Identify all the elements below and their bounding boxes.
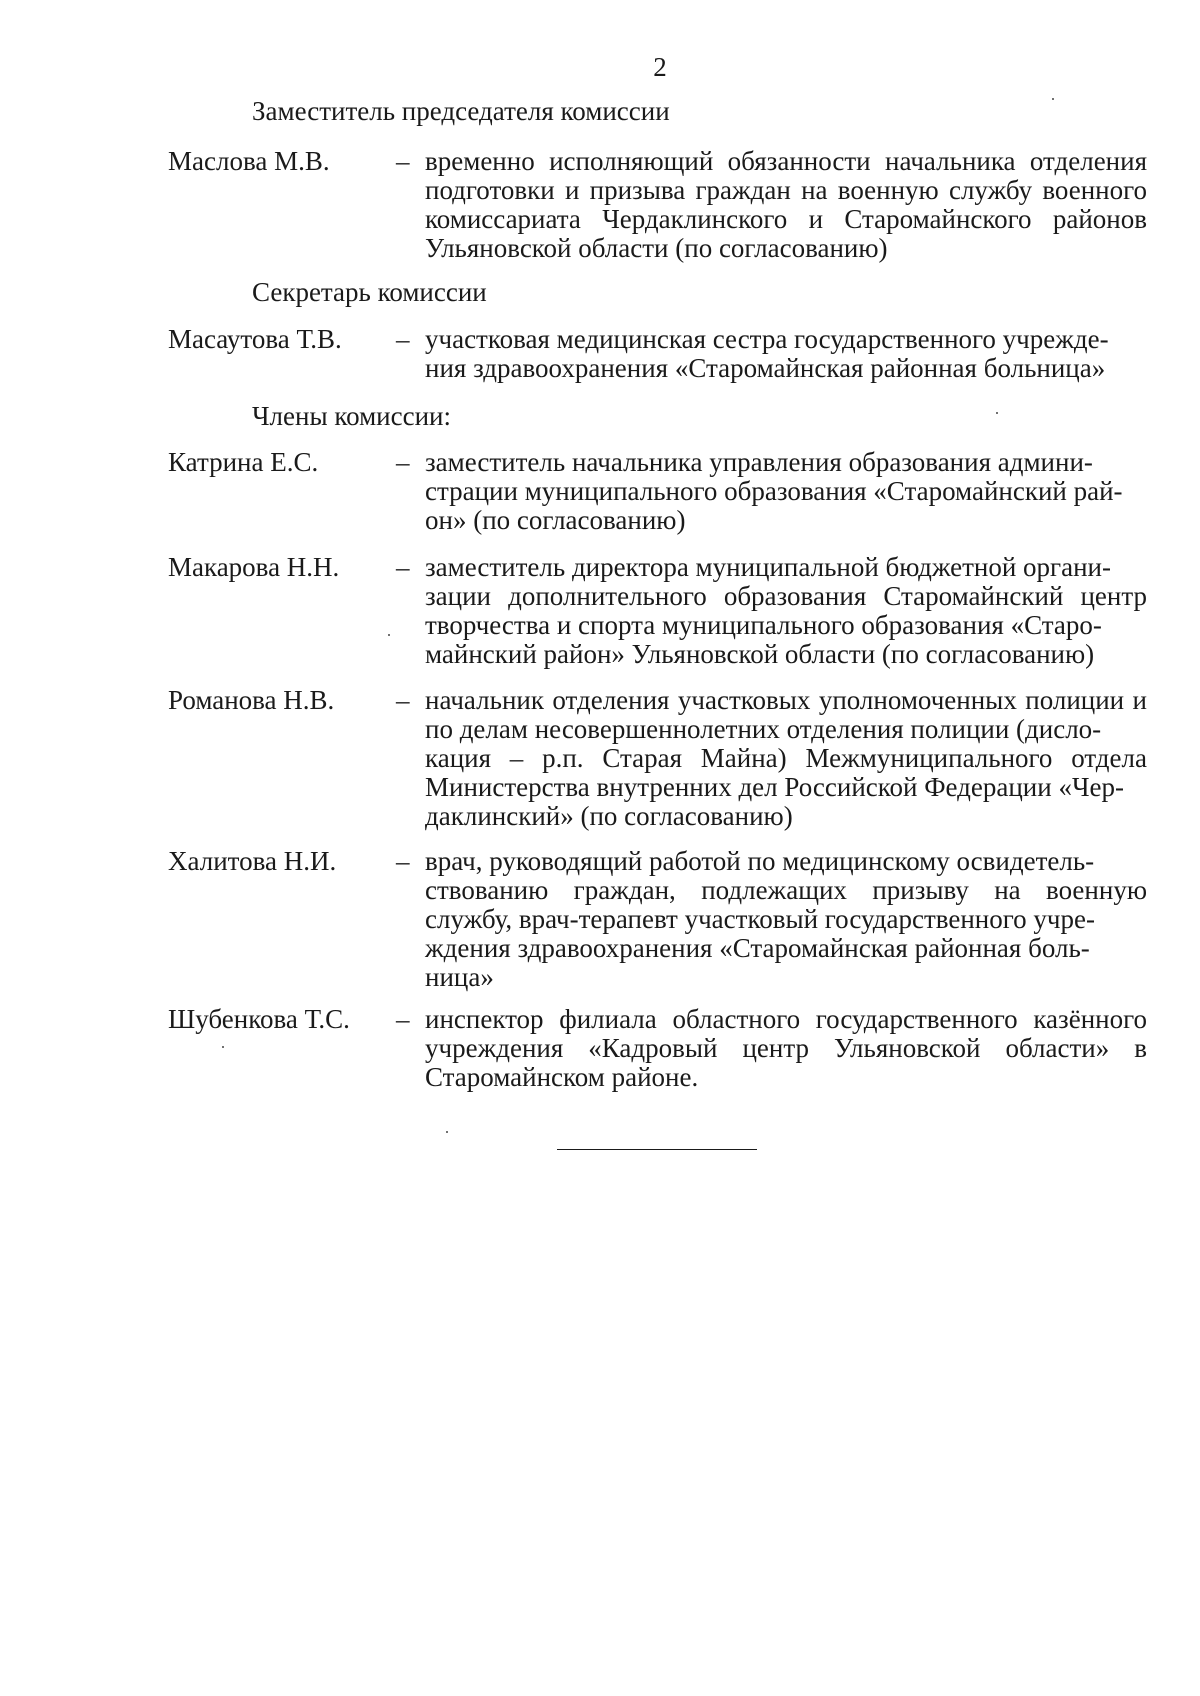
member-name: Маслова М.В. xyxy=(168,146,330,176)
member-name: Шубенкова Т.С. xyxy=(168,1004,350,1034)
scan-speck xyxy=(996,412,998,414)
section-heading-secretary: Секретарь комиссии xyxy=(252,277,487,307)
member-name: Катрина Е.С. xyxy=(168,447,319,477)
member-name: Масаутова Т.В. xyxy=(168,324,342,354)
scan-speck xyxy=(388,634,390,636)
section-heading-members: Члены комиссии: xyxy=(252,401,451,431)
end-rule xyxy=(557,1149,757,1150)
scan-speck xyxy=(222,1046,224,1048)
dash: – xyxy=(396,146,410,176)
member-position: начальник отделения участковых уполномоченных полиции и по делам несовершеннолетних отделения полиции (дисло- кация – р.п. Старая Майна) Межмуниципального отдела Министерства внутренних дел Российской Федерации «Чер- даклинский» (по согласованию) xyxy=(425,685,1147,831)
scan-speck xyxy=(446,1131,448,1133)
member-position: врач, руководящий работой по медицинскому освидетель- ствованию граждан, подлежащих призыву на военную службу, врач-терапевт участковый государственного учре- ждения здравоохранения «Старомайнская районная боль- ница» xyxy=(425,846,1147,992)
dash: – xyxy=(396,447,410,477)
dash: – xyxy=(396,685,410,715)
member-position: временно исполняющий обязанности начальника отделения подготовки и призыва граждан на военную службу военного комиссариата Чердаклинского и Старомайнского районов Ульяновской области (по согласованию) xyxy=(425,146,1147,263)
member-name: Халитова Н.И. xyxy=(168,846,337,876)
page-number: 2 xyxy=(653,52,667,82)
member-position: участковая медицинская сестра государственного учрежде- ния здравоохранения «Старомайнская районная больница» xyxy=(425,324,1109,383)
dash: – xyxy=(396,1004,410,1034)
section-heading-deputy-chair: Заместитель председателя комиссии xyxy=(252,96,670,126)
member-name: Романова Н.В. xyxy=(168,685,335,715)
dash: – xyxy=(396,846,410,876)
member-position: инспектор филиала областного государственного казённого учреждения «Кадровый центр Ульяновской области» в Старомайнском районе. xyxy=(425,1004,1147,1092)
member-position: заместитель директора муниципальной бюджетной органи- зации дополнительного образования Старомайнский центр творчества и спорта муниципального образования «Старо- майнский район» Ульяновской области (по согласованию) xyxy=(425,552,1147,669)
member-position: заместитель начальника управления образования админи- страции муниципального образования «Старомайнский рай- он» (по согласованию) xyxy=(425,447,1123,535)
member-name: Макарова Н.Н. xyxy=(168,552,340,582)
dash: – xyxy=(396,552,410,582)
scan-speck xyxy=(1052,98,1054,100)
dash: – xyxy=(396,324,410,354)
